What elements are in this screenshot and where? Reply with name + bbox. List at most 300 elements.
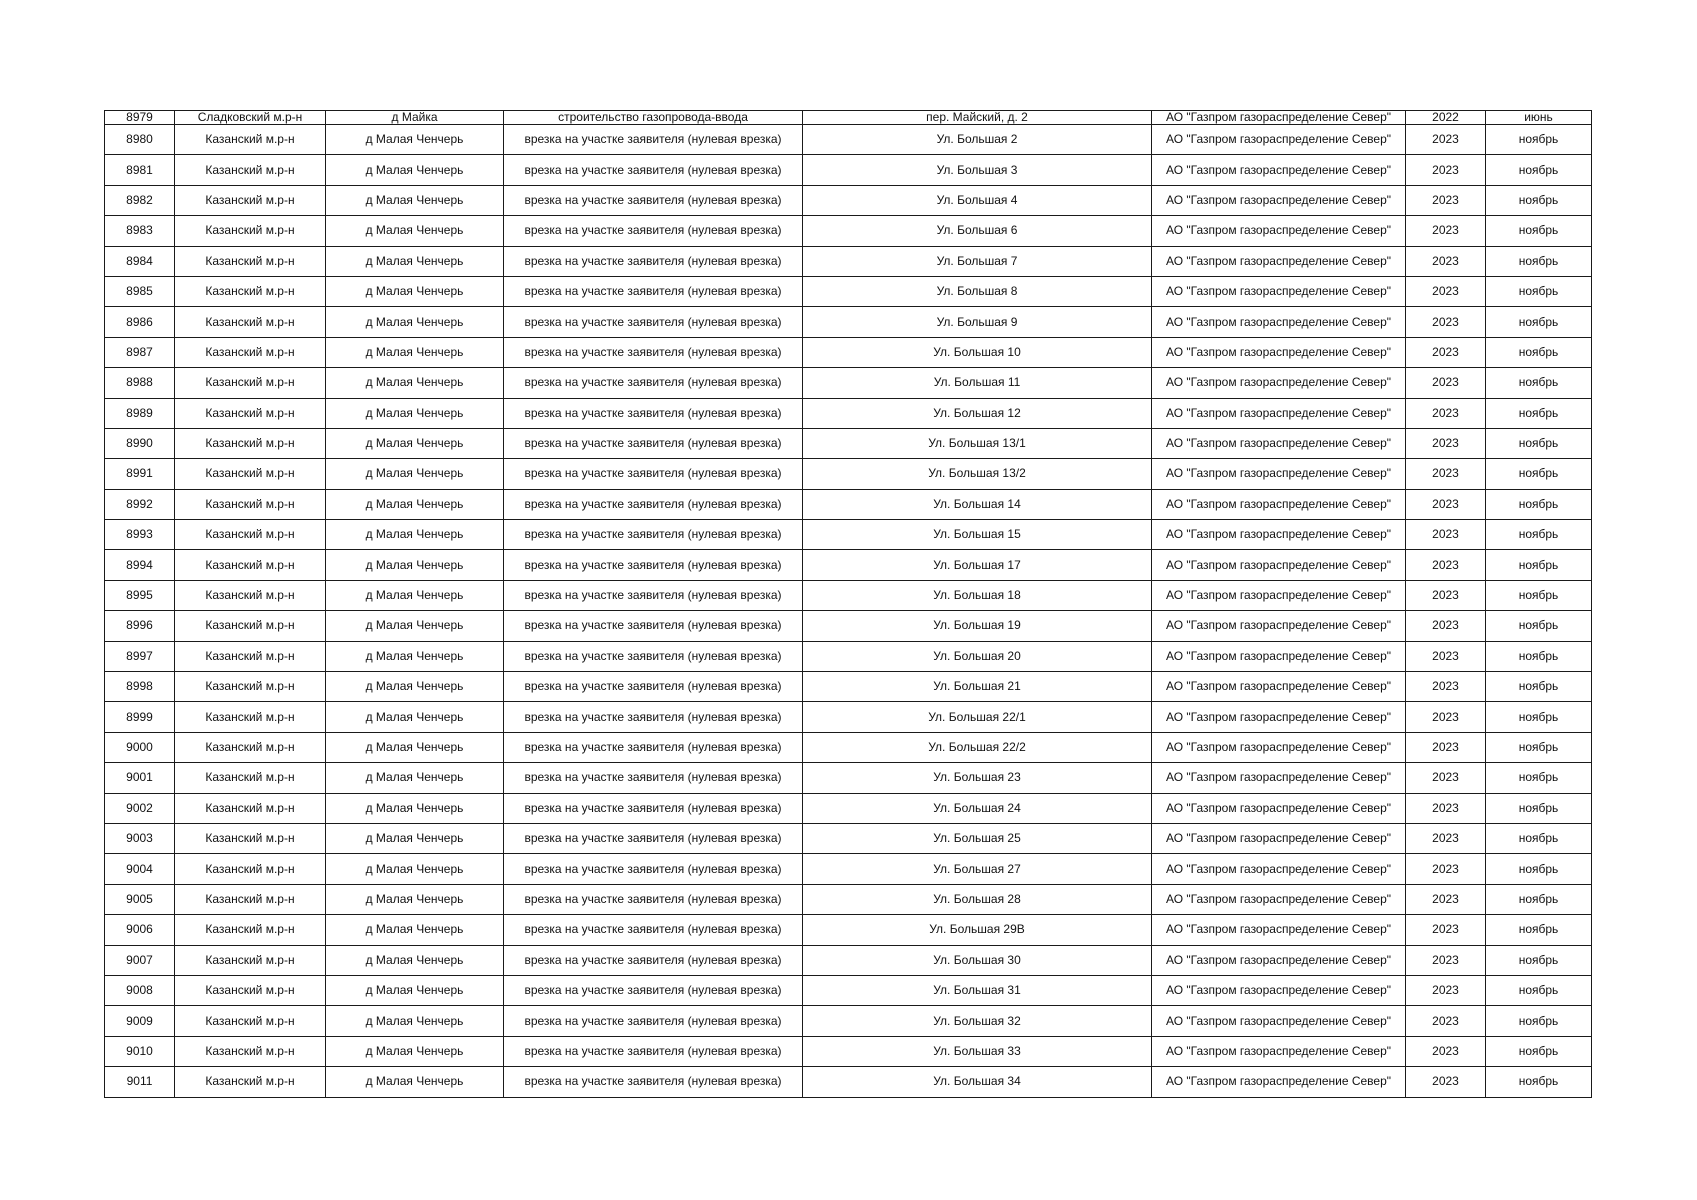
address-cell: Ул. Большая 25 xyxy=(803,823,1152,853)
district-cell: Казанский м.р-н xyxy=(175,945,326,975)
month-cell: ноябрь xyxy=(1486,368,1592,398)
month-cell: ноябрь xyxy=(1486,1036,1592,1066)
district-cell: Казанский м.р-н xyxy=(175,276,326,306)
year-cell: 2023 xyxy=(1406,1006,1486,1036)
address-cell: Ул. Большая 12 xyxy=(803,398,1152,428)
settlement-cell: д Малая Ченчерь xyxy=(326,702,504,732)
year-cell: 2023 xyxy=(1406,276,1486,306)
district-cell: Казанский м.р-н xyxy=(175,672,326,702)
month-cell: ноябрь xyxy=(1486,246,1592,276)
table-row xyxy=(105,580,1592,610)
district-cell: Казанский м.р-н xyxy=(175,337,326,367)
year-cell: 2023 xyxy=(1406,489,1486,519)
row-number-cell: 9006 xyxy=(105,915,175,945)
year-cell: 2023 xyxy=(1406,975,1486,1005)
year-cell: 2023 xyxy=(1406,854,1486,884)
row-number-cell: 9000 xyxy=(105,732,175,762)
settlement-cell: д Малая Ченчерь xyxy=(326,580,504,610)
work-type-cell: врезка на участке заявителя (нулевая врезка) xyxy=(504,368,803,398)
table-row xyxy=(105,550,1592,580)
address-cell: Ул. Большая 28 xyxy=(803,884,1152,914)
row-number-cell: 9003 xyxy=(105,823,175,853)
table-row xyxy=(105,459,1592,489)
settlement-cell: д Малая Ченчерь xyxy=(326,975,504,1005)
work-type-cell: врезка на участке заявителя (нулевая врезка) xyxy=(504,428,803,458)
year-cell: 2023 xyxy=(1406,823,1486,853)
settlement-cell: д Малая Ченчерь xyxy=(326,672,504,702)
month-cell: ноябрь xyxy=(1486,975,1592,1005)
row-number-cell: 9005 xyxy=(105,884,175,914)
organization-cell: АО "Газпром газораспределение Север" xyxy=(1152,823,1406,853)
settlement-cell: д Малая Ченчерь xyxy=(326,611,504,641)
year-cell: 2023 xyxy=(1406,307,1486,337)
address-cell: Ул. Большая 31 xyxy=(803,975,1152,1005)
row-number-cell: 8990 xyxy=(105,428,175,458)
work-type-cell: врезка на участке заявителя (нулевая врезка) xyxy=(504,276,803,306)
year-cell: 2022 xyxy=(1406,111,1486,125)
organization-cell: АО "Газпром газораспределение Север" xyxy=(1152,185,1406,215)
row-number-cell: 8989 xyxy=(105,398,175,428)
organization-cell: АО "Газпром газораспределение Север" xyxy=(1152,1067,1406,1097)
district-cell: Казанский м.р-н xyxy=(175,763,326,793)
table-row xyxy=(105,276,1592,306)
month-cell: ноябрь xyxy=(1486,337,1592,367)
district-cell: Казанский м.р-н xyxy=(175,125,326,155)
work-type-cell: врезка на участке заявителя (нулевая врезка) xyxy=(504,884,803,914)
table-body xyxy=(105,111,1592,1098)
settlement-cell: д Малая Ченчерь xyxy=(326,520,504,550)
settlement-cell: д Малая Ченчерь xyxy=(326,1036,504,1066)
month-cell: ноябрь xyxy=(1486,763,1592,793)
table-row xyxy=(105,216,1592,246)
organization-cell: АО "Газпром газораспределение Север" xyxy=(1152,975,1406,1005)
settlement-cell: д Малая Ченчерь xyxy=(326,1067,504,1097)
work-type-cell: врезка на участке заявителя (нулевая врезка) xyxy=(504,337,803,367)
settlement-cell: д Малая Ченчерь xyxy=(326,550,504,580)
row-number-cell: 8979 xyxy=(105,111,175,125)
address-cell: Ул. Большая 22/2 xyxy=(803,732,1152,762)
organization-cell: АО "Газпром газораспределение Север" xyxy=(1152,641,1406,671)
month-cell: ноябрь xyxy=(1486,793,1592,823)
address-cell: Ул. Большая 32 xyxy=(803,1006,1152,1036)
organization-cell: АО "Газпром газораспределение Север" xyxy=(1152,1036,1406,1066)
organization-cell: АО "Газпром газораспределение Север" xyxy=(1152,489,1406,519)
month-cell: ноябрь xyxy=(1486,398,1592,428)
month-cell: ноябрь xyxy=(1486,823,1592,853)
year-cell: 2023 xyxy=(1406,641,1486,671)
row-number-cell: 8991 xyxy=(105,459,175,489)
row-number-cell: 8997 xyxy=(105,641,175,671)
table-row xyxy=(105,641,1592,671)
work-type-cell: врезка на участке заявителя (нулевая врезка) xyxy=(504,1067,803,1097)
district-cell: Казанский м.р-н xyxy=(175,580,326,610)
row-number-cell: 8988 xyxy=(105,368,175,398)
district-cell: Казанский м.р-н xyxy=(175,641,326,671)
organization-cell: АО "Газпром газораспределение Север" xyxy=(1152,915,1406,945)
document-sheet xyxy=(104,110,1591,1098)
district-cell: Казанский м.р-н xyxy=(175,702,326,732)
row-number-cell: 8985 xyxy=(105,276,175,306)
table-row xyxy=(105,155,1592,185)
organization-cell: АО "Газпром газораспределение Север" xyxy=(1152,246,1406,276)
address-cell: Ул. Большая 21 xyxy=(803,672,1152,702)
address-cell: Ул. Большая 11 xyxy=(803,368,1152,398)
row-number-cell: 8992 xyxy=(105,489,175,519)
work-type-cell: врезка на участке заявителя (нулевая врезка) xyxy=(504,793,803,823)
row-number-cell: 8994 xyxy=(105,550,175,580)
row-number-cell: 9004 xyxy=(105,854,175,884)
table-row xyxy=(105,672,1592,702)
work-type-cell: врезка на участке заявителя (нулевая врезка) xyxy=(504,489,803,519)
work-type-cell: врезка на участке заявителя (нулевая врезка) xyxy=(504,1006,803,1036)
row-number-cell: 8981 xyxy=(105,155,175,185)
work-type-cell: врезка на участке заявителя (нулевая врезка) xyxy=(504,398,803,428)
year-cell: 2023 xyxy=(1406,1067,1486,1097)
organization-cell: АО "Газпром газораспределение Север" xyxy=(1152,854,1406,884)
row-number-cell: 9007 xyxy=(105,945,175,975)
organization-cell: АО "Газпром газораспределение Север" xyxy=(1152,337,1406,367)
settlement-cell: д Малая Ченчерь xyxy=(326,489,504,519)
row-number-cell: 8986 xyxy=(105,307,175,337)
month-cell: ноябрь xyxy=(1486,672,1592,702)
row-number-cell: 8980 xyxy=(105,125,175,155)
month-cell: ноябрь xyxy=(1486,155,1592,185)
settlement-cell: д Малая Ченчерь xyxy=(326,1006,504,1036)
year-cell: 2023 xyxy=(1406,155,1486,185)
settlement-cell: д Малая Ченчерь xyxy=(326,246,504,276)
settlement-cell: д Малая Ченчерь xyxy=(326,276,504,306)
row-number-cell: 8999 xyxy=(105,702,175,732)
district-cell: Казанский м.р-н xyxy=(175,368,326,398)
month-cell: ноябрь xyxy=(1486,915,1592,945)
settlement-cell: д Малая Ченчерь xyxy=(326,641,504,671)
row-number-cell: 8993 xyxy=(105,520,175,550)
work-type-cell: врезка на участке заявителя (нулевая врезка) xyxy=(504,823,803,853)
organization-cell: АО "Газпром газораспределение Север" xyxy=(1152,111,1406,125)
organization-cell: АО "Газпром газораспределение Север" xyxy=(1152,216,1406,246)
settlement-cell: д Малая Ченчерь xyxy=(326,459,504,489)
organization-cell: АО "Газпром газораспределение Север" xyxy=(1152,672,1406,702)
address-cell: Ул. Большая 20 xyxy=(803,641,1152,671)
table-row xyxy=(105,793,1592,823)
district-cell: Казанский м.р-н xyxy=(175,854,326,884)
district-cell: Казанский м.р-н xyxy=(175,1067,326,1097)
address-cell: Ул. Большая 18 xyxy=(803,580,1152,610)
work-type-cell: врезка на участке заявителя (нулевая врезка) xyxy=(504,611,803,641)
address-cell: Ул. Большая 4 xyxy=(803,185,1152,215)
organization-cell: АО "Газпром газораспределение Север" xyxy=(1152,550,1406,580)
work-type-cell: врезка на участке заявителя (нулевая врезка) xyxy=(504,459,803,489)
table-row xyxy=(105,975,1592,1005)
address-cell: Ул. Большая 22/1 xyxy=(803,702,1152,732)
settlement-cell: д Малая Ченчерь xyxy=(326,428,504,458)
table-row xyxy=(105,520,1592,550)
organization-cell: АО "Газпром газораспределение Север" xyxy=(1152,155,1406,185)
year-cell: 2023 xyxy=(1406,611,1486,641)
district-cell: Казанский м.р-н xyxy=(175,428,326,458)
address-cell: Ул. Большая 24 xyxy=(803,793,1152,823)
organization-cell: АО "Газпром газораспределение Север" xyxy=(1152,1006,1406,1036)
work-type-cell: врезка на участке заявителя (нулевая врезка) xyxy=(504,975,803,1005)
work-type-cell: строительство газопровода-ввода xyxy=(504,111,803,125)
year-cell: 2023 xyxy=(1406,1036,1486,1066)
month-cell: июнь xyxy=(1486,111,1592,125)
district-cell: Казанский м.р-н xyxy=(175,307,326,337)
organization-cell: АО "Газпром газораспределение Север" xyxy=(1152,276,1406,306)
row-number-cell: 9001 xyxy=(105,763,175,793)
table-row xyxy=(105,368,1592,398)
organization-cell: АО "Газпром газораспределение Север" xyxy=(1152,459,1406,489)
work-type-cell: врезка на участке заявителя (нулевая врезка) xyxy=(504,580,803,610)
address-cell: Ул. Большая 15 xyxy=(803,520,1152,550)
settlement-cell: д Малая Ченчерь xyxy=(326,368,504,398)
organization-cell: АО "Газпром газораспределение Север" xyxy=(1152,763,1406,793)
organization-cell: АО "Газпром газораспределение Север" xyxy=(1152,307,1406,337)
district-cell: Казанский м.р-н xyxy=(175,732,326,762)
gasification-table xyxy=(104,110,1592,1098)
work-type-cell: врезка на участке заявителя (нулевая врезка) xyxy=(504,1036,803,1066)
district-cell: Казанский м.р-н xyxy=(175,216,326,246)
month-cell: ноябрь xyxy=(1486,520,1592,550)
row-number-cell: 9002 xyxy=(105,793,175,823)
address-cell: Ул. Большая 30 xyxy=(803,945,1152,975)
work-type-cell: врезка на участке заявителя (нулевая врезка) xyxy=(504,216,803,246)
table-row xyxy=(105,489,1592,519)
district-cell: Казанский м.р-н xyxy=(175,915,326,945)
work-type-cell: врезка на участке заявителя (нулевая врезка) xyxy=(504,246,803,276)
organization-cell: АО "Газпром газораспределение Север" xyxy=(1152,580,1406,610)
district-cell: Казанский м.р-н xyxy=(175,550,326,580)
work-type-cell: врезка на участке заявителя (нулевая врезка) xyxy=(504,945,803,975)
table-row xyxy=(105,945,1592,975)
organization-cell: АО "Газпром газораспределение Север" xyxy=(1152,702,1406,732)
table-row xyxy=(105,125,1592,155)
settlement-cell: д Малая Ченчерь xyxy=(326,732,504,762)
organization-cell: АО "Газпром газораспределение Север" xyxy=(1152,368,1406,398)
district-cell: Казанский м.р-н xyxy=(175,520,326,550)
row-number-cell: 9009 xyxy=(105,1006,175,1036)
month-cell: ноябрь xyxy=(1486,580,1592,610)
table-row xyxy=(105,246,1592,276)
district-cell: Казанский м.р-н xyxy=(175,398,326,428)
month-cell: ноябрь xyxy=(1486,216,1592,246)
table-row xyxy=(105,823,1592,853)
year-cell: 2023 xyxy=(1406,945,1486,975)
work-type-cell: врезка на участке заявителя (нулевая врезка) xyxy=(504,155,803,185)
organization-cell: АО "Газпром газораспределение Север" xyxy=(1152,125,1406,155)
row-number-cell: 8996 xyxy=(105,611,175,641)
address-cell: Ул. Большая 13/2 xyxy=(803,459,1152,489)
work-type-cell: врезка на участке заявителя (нулевая врезка) xyxy=(504,307,803,337)
settlement-cell: д Майка xyxy=(326,111,504,125)
month-cell: ноябрь xyxy=(1486,1067,1592,1097)
year-cell: 2023 xyxy=(1406,763,1486,793)
table-row xyxy=(105,854,1592,884)
address-cell: Ул. Большая 2 xyxy=(803,125,1152,155)
work-type-cell: врезка на участке заявителя (нулевая врезка) xyxy=(504,732,803,762)
year-cell: 2023 xyxy=(1406,428,1486,458)
address-cell: Ул. Большая 9 xyxy=(803,307,1152,337)
organization-cell: АО "Газпром газораспределение Север" xyxy=(1152,884,1406,914)
year-cell: 2023 xyxy=(1406,915,1486,945)
table-row xyxy=(105,337,1592,367)
address-cell: Ул. Большая 27 xyxy=(803,854,1152,884)
district-cell: Казанский м.р-н xyxy=(175,884,326,914)
year-cell: 2023 xyxy=(1406,337,1486,367)
settlement-cell: д Малая Ченчерь xyxy=(326,185,504,215)
settlement-cell: д Малая Ченчерь xyxy=(326,945,504,975)
year-cell: 2023 xyxy=(1406,732,1486,762)
address-cell: Ул. Большая 33 xyxy=(803,1036,1152,1066)
year-cell: 2023 xyxy=(1406,185,1486,215)
district-cell: Казанский м.р-н xyxy=(175,1036,326,1066)
work-type-cell: врезка на участке заявителя (нулевая врезка) xyxy=(504,125,803,155)
address-cell: Ул. Большая 34 xyxy=(803,1067,1152,1097)
year-cell: 2023 xyxy=(1406,459,1486,489)
address-cell: Ул. Большая 8 xyxy=(803,276,1152,306)
settlement-cell: д Малая Ченчерь xyxy=(326,307,504,337)
address-cell: Ул. Большая 29В xyxy=(803,915,1152,945)
month-cell: ноябрь xyxy=(1486,945,1592,975)
year-cell: 2023 xyxy=(1406,398,1486,428)
year-cell: 2023 xyxy=(1406,520,1486,550)
district-cell: Сладковский м.р-н xyxy=(175,111,326,125)
district-cell: Казанский м.р-н xyxy=(175,489,326,519)
row-number-cell: 8995 xyxy=(105,580,175,610)
table-row xyxy=(105,763,1592,793)
table-row xyxy=(105,884,1592,914)
year-cell: 2023 xyxy=(1406,884,1486,914)
month-cell: ноябрь xyxy=(1486,550,1592,580)
work-type-cell: врезка на участке заявителя (нулевая врезка) xyxy=(504,763,803,793)
settlement-cell: д Малая Ченчерь xyxy=(326,854,504,884)
district-cell: Казанский м.р-н xyxy=(175,246,326,276)
address-cell: Ул. Большая 7 xyxy=(803,246,1152,276)
settlement-cell: д Малая Ченчерь xyxy=(326,216,504,246)
month-cell: ноябрь xyxy=(1486,185,1592,215)
table-row xyxy=(105,1036,1592,1066)
month-cell: ноябрь xyxy=(1486,641,1592,671)
row-number-cell: 8983 xyxy=(105,216,175,246)
table-row xyxy=(105,1067,1592,1097)
organization-cell: АО "Газпром газораспределение Север" xyxy=(1152,945,1406,975)
month-cell: ноябрь xyxy=(1486,276,1592,306)
work-type-cell: врезка на участке заявителя (нулевая врезка) xyxy=(504,550,803,580)
month-cell: ноябрь xyxy=(1486,125,1592,155)
organization-cell: АО "Газпром газораспределение Север" xyxy=(1152,611,1406,641)
district-cell: Казанский м.р-н xyxy=(175,975,326,1005)
month-cell: ноябрь xyxy=(1486,459,1592,489)
address-cell: Ул. Большая 6 xyxy=(803,216,1152,246)
district-cell: Казанский м.р-н xyxy=(175,823,326,853)
address-cell: Ул. Большая 14 xyxy=(803,489,1152,519)
year-cell: 2023 xyxy=(1406,580,1486,610)
month-cell: ноябрь xyxy=(1486,884,1592,914)
settlement-cell: д Малая Ченчерь xyxy=(326,793,504,823)
year-cell: 2023 xyxy=(1406,702,1486,732)
row-number-cell: 9008 xyxy=(105,975,175,1005)
year-cell: 2023 xyxy=(1406,368,1486,398)
row-number-cell: 8982 xyxy=(105,185,175,215)
row-number-cell: 8998 xyxy=(105,672,175,702)
settlement-cell: д Малая Ченчерь xyxy=(326,763,504,793)
table-row xyxy=(105,307,1592,337)
year-cell: 2023 xyxy=(1406,246,1486,276)
address-cell: Ул. Большая 19 xyxy=(803,611,1152,641)
work-type-cell: врезка на участке заявителя (нулевая врезка) xyxy=(504,185,803,215)
address-cell: Ул. Большая 13/1 xyxy=(803,428,1152,458)
settlement-cell: д Малая Ченчерь xyxy=(326,915,504,945)
district-cell: Казанский м.р-н xyxy=(175,793,326,823)
address-cell: Ул. Большая 3 xyxy=(803,155,1152,185)
month-cell: ноябрь xyxy=(1486,702,1592,732)
table-row xyxy=(105,111,1592,125)
year-cell: 2023 xyxy=(1406,216,1486,246)
settlement-cell: д Малая Ченчерь xyxy=(326,398,504,428)
settlement-cell: д Малая Ченчерь xyxy=(326,155,504,185)
work-type-cell: врезка на участке заявителя (нулевая врезка) xyxy=(504,520,803,550)
address-cell: Ул. Большая 17 xyxy=(803,550,1152,580)
year-cell: 2023 xyxy=(1406,793,1486,823)
row-number-cell: 9010 xyxy=(105,1036,175,1066)
month-cell: ноябрь xyxy=(1486,1006,1592,1036)
address-cell: пер. Майский, д. 2 xyxy=(803,111,1152,125)
table-row xyxy=(105,1006,1592,1036)
organization-cell: АО "Газпром газораспределение Север" xyxy=(1152,732,1406,762)
table-row xyxy=(105,611,1592,641)
district-cell: Казанский м.р-н xyxy=(175,459,326,489)
table-row xyxy=(105,915,1592,945)
year-cell: 2023 xyxy=(1406,550,1486,580)
work-type-cell: врезка на участке заявителя (нулевая врезка) xyxy=(504,854,803,884)
settlement-cell: д Малая Ченчерь xyxy=(326,125,504,155)
row-number-cell: 9011 xyxy=(105,1067,175,1097)
work-type-cell: врезка на участке заявителя (нулевая врезка) xyxy=(504,915,803,945)
work-type-cell: врезка на участке заявителя (нулевая врезка) xyxy=(504,672,803,702)
work-type-cell: врезка на участке заявителя (нулевая врезка) xyxy=(504,641,803,671)
organization-cell: АО "Газпром газораспределение Север" xyxy=(1152,428,1406,458)
settlement-cell: д Малая Ченчерь xyxy=(326,884,504,914)
district-cell: Казанский м.р-н xyxy=(175,1006,326,1036)
month-cell: ноябрь xyxy=(1486,854,1592,884)
month-cell: ноябрь xyxy=(1486,428,1592,458)
address-cell: Ул. Большая 23 xyxy=(803,763,1152,793)
month-cell: ноябрь xyxy=(1486,611,1592,641)
settlement-cell: д Малая Ченчерь xyxy=(326,337,504,367)
table-row xyxy=(105,428,1592,458)
month-cell: ноябрь xyxy=(1486,307,1592,337)
year-cell: 2023 xyxy=(1406,125,1486,155)
table-row xyxy=(105,398,1592,428)
table-row xyxy=(105,732,1592,762)
month-cell: ноябрь xyxy=(1486,732,1592,762)
address-cell: Ул. Большая 10 xyxy=(803,337,1152,367)
year-cell: 2023 xyxy=(1406,672,1486,702)
organization-cell: АО "Газпром газораспределение Север" xyxy=(1152,793,1406,823)
organization-cell: АО "Газпром газораспределение Север" xyxy=(1152,520,1406,550)
organization-cell: АО "Газпром газораспределение Север" xyxy=(1152,398,1406,428)
month-cell: ноябрь xyxy=(1486,489,1592,519)
table-row xyxy=(105,185,1592,215)
row-number-cell: 8984 xyxy=(105,246,175,276)
table-row xyxy=(105,702,1592,732)
district-cell: Казанский м.р-н xyxy=(175,611,326,641)
district-cell: Казанский м.р-н xyxy=(175,155,326,185)
row-number-cell: 8987 xyxy=(105,337,175,367)
work-type-cell: врезка на участке заявителя (нулевая врезка) xyxy=(504,702,803,732)
settlement-cell: д Малая Ченчерь xyxy=(326,823,504,853)
district-cell: Казанский м.р-н xyxy=(175,185,326,215)
